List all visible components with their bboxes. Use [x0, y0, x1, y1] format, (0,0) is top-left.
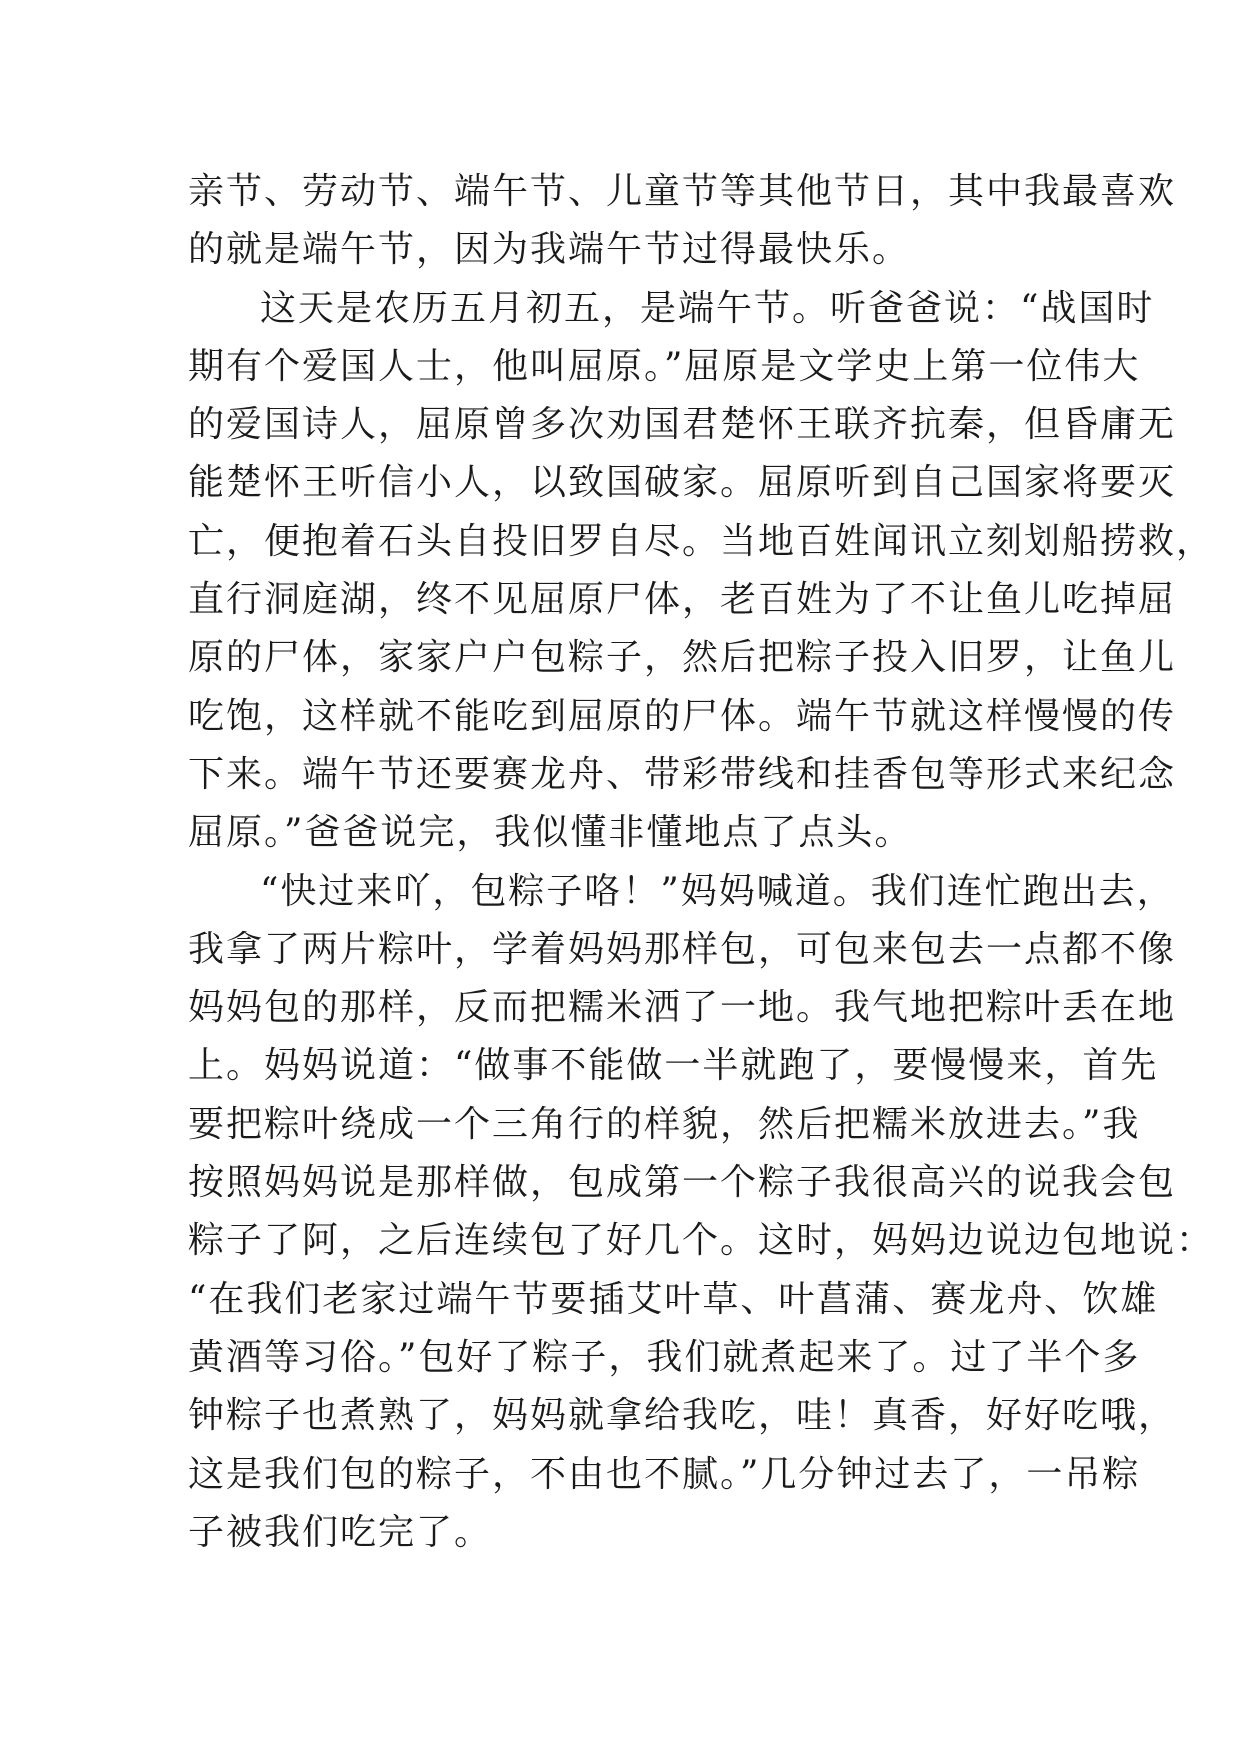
text-line: 按照妈妈说是那样做，包成第一个粽子我很高兴的说我会包	[188, 1162, 1177, 1204]
text-line: 期有个爱国人士，他叫屈原。”屈原是文学史上第一位伟大	[188, 345, 1141, 387]
text-line: 原的尸体，家家户户包粽子，然后把粽子投入旧罗，让鱼儿	[188, 637, 1177, 679]
text-line: 的爱国诗人，屈原曾多次劝国君楚怀王联齐抗秦，但昏庸无	[188, 404, 1177, 446]
text-line: 子被我们吃完了。	[188, 1511, 493, 1553]
text-line: 钟粽子也煮熟了，妈妈就拿给我吃，哇！真香，好好吃哦，	[188, 1395, 1177, 1437]
text-line: 妈妈包的那样，反而把糯米洒了一地。我气地把粽叶丢在地	[188, 987, 1177, 1029]
text-line: 吃饱，这样就不能吃到屈原的尸体。端午节就这样慢慢的传	[188, 695, 1177, 737]
text-line: 亲节、劳动节、端午节、儿童节等其他节日，其中我最喜欢	[188, 171, 1177, 212]
text-line: 屈原。”爸爸说完，我似懂非懂地点了点头。	[188, 812, 913, 854]
text-line: 黄酒等习俗。”包好了粽子，我们就煮起来了。过了半个多	[188, 1336, 1141, 1378]
paragraph-2	[188, 280, 1215, 863]
text-line: “在我们老家过端午节要插艾叶草、叶菖蒲、赛龙舟、饮雄	[188, 1278, 1159, 1320]
text-line: 上。妈妈说道：“做事不能做一半就跑了，要慢慢来，首先	[188, 1045, 1159, 1087]
essay-body	[188, 163, 1215, 1562]
text-line: 亡，便抱着石头自投旧罗自尽。当地百姓闻讯立刻划船捞救，	[188, 520, 1215, 562]
text-line: 的就是端午节，因为我端午节过得最快乐。	[188, 229, 911, 271]
text-line: 这是我们包的粽子，不由也不腻。”几分钟过去了，一吊粽	[188, 1453, 1141, 1495]
text-line: 能楚怀王听信小人，以致国破家。屈原听到自己国家将要灭	[188, 462, 1177, 504]
text-line: 粽子了阿，之后连续包了好几个。这时，妈妈边说边包地说：	[188, 1220, 1215, 1262]
text-line: 直行洞庭湖，终不见屈原尸体，老百姓为了不让鱼儿吃掉屈	[188, 579, 1177, 621]
paragraph-3	[188, 863, 1215, 1563]
text-line: 我拿了两片粽叶，学着妈妈那样包，可包来包去一点都不像	[188, 928, 1177, 970]
text-line: 要把粽叶绕成一个三角行的样貌，然后把糯米放进去。”我	[188, 1103, 1141, 1145]
text-line: 这天是农历五月初五，是端午节。听爸爸说：“战国时	[260, 287, 1155, 329]
text-line: “快过来吖，包粽子咯！”妈妈喊道。我们连忙跑出去，	[260, 870, 1175, 912]
paragraph-1	[188, 163, 1177, 280]
text-line: 下来。端午节还要赛龙舟、带彩带线和挂香包等形式来纪念	[188, 753, 1177, 795]
